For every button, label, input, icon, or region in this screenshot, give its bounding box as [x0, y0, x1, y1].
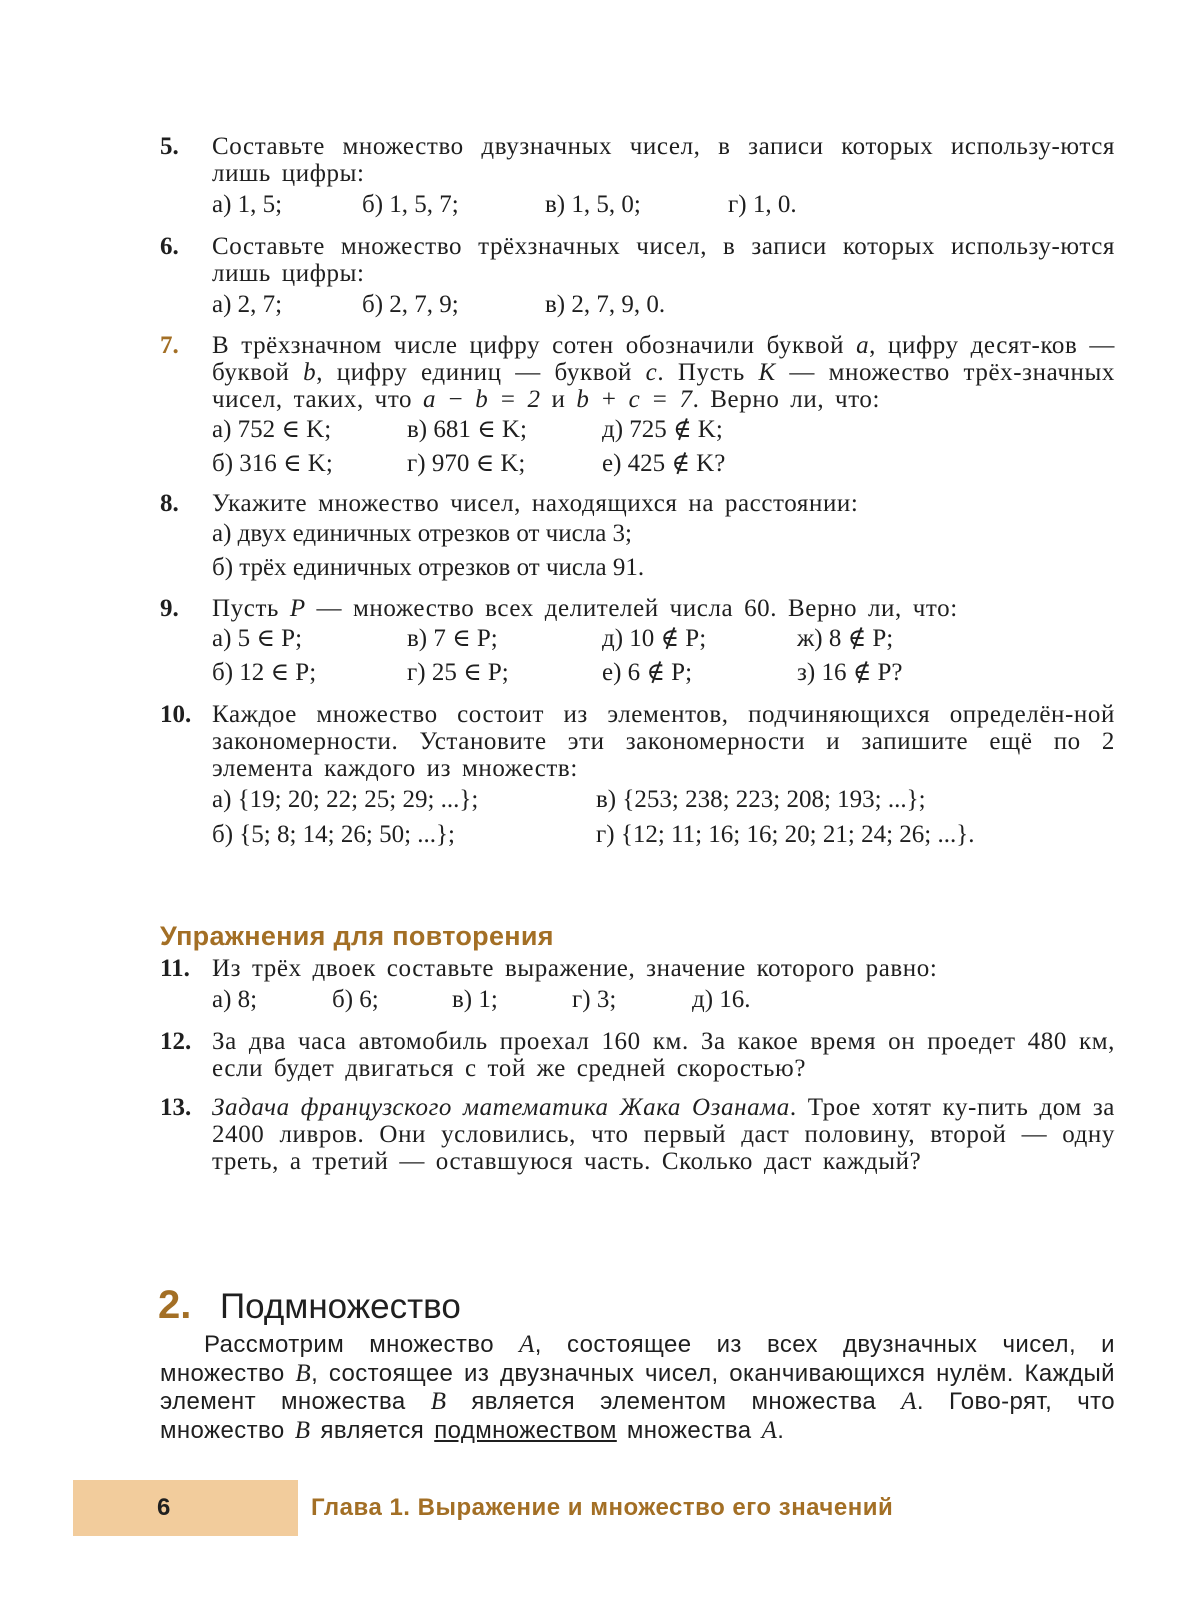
option: в) 2, 7, 9, 0.: [545, 291, 666, 318]
exercise-number: 11.: [160, 955, 190, 982]
option: а) 5 ∈ P;: [212, 625, 303, 652]
option: г) 970 ∈ K;: [407, 450, 526, 477]
exercise-number: 6.: [160, 233, 179, 260]
option: в) {253; 238; 223; 208; 193; ...};: [596, 786, 926, 813]
term-subset: подмножеством: [434, 1416, 617, 1444]
options-row: [212, 287, 1115, 322]
exercise-text: В трёхзначном числе цифру сотен обозначили буквой a, цифру десят-ков — буквой b, цифру единиц — буквой c. Пусть K — множество трёх-значных чисел, таких, что a − b = 2 и b + c = 7. Верно ли, что:: [212, 332, 1115, 413]
exercise-text: За два часа автомобиль проехал 160 км. За какое время он проедет 480 км, если будет двигаться с той же средней скоростью?: [212, 1028, 1115, 1082]
option: е) 425 ∉ K?: [602, 450, 726, 477]
option: г) 25 ∈ P;: [407, 659, 509, 686]
option: б) 2, 7, 9;: [362, 291, 459, 318]
exercise-8: [160, 490, 1115, 585]
option: б) 12 ∈ P;: [212, 659, 317, 686]
option: в) 7 ∈ P;: [407, 625, 498, 652]
chapter-title: Глава 1. Выражение и множество его значений: [311, 1494, 894, 1521]
exercise-7: [160, 332, 1115, 481]
exercise-text: Составьте множество двузначных чисел, в записи которых использу-ются лишь цифры:: [212, 133, 1115, 187]
options-row: [212, 782, 1115, 817]
exercise-text: Задача французского математика Жака Озанама. Трое хотят ку-пить дом за 2400 ливров. Они условились, что первый даст половину, второй — одну треть, а третий — оставшуюся часть. Сколько даст каждый?: [212, 1094, 1115, 1175]
option: б) 316 ∈ K;: [212, 450, 333, 477]
exercise-number: 12.: [160, 1028, 192, 1055]
options-row: [212, 982, 1115, 1017]
option: б) {5; 8; 14; 26; 50; ...};: [212, 821, 455, 848]
exercise-9: [160, 595, 1115, 690]
exercise-number: 7.: [160, 332, 179, 359]
exercise-text: Каждое множество состоит из элементов, подчиняющихся определён-ной закономерности. Установите эти закономерности и запишите ещё по 2 элемента каждого из множеств:: [212, 701, 1115, 782]
exercise-5: [160, 133, 1115, 222]
exercise-text: Пусть P — множество всех делителей числа 60. Верно ли, что:: [212, 595, 958, 622]
option: а) 1, 5;: [212, 191, 283, 218]
exercise-text: Укажите множество чисел, находящихся на расстоянии:: [212, 490, 859, 517]
list-item: а) двух единичных отрезков от числа 3;: [212, 520, 632, 547]
options-row: [212, 817, 1115, 852]
option: а) 2, 7;: [212, 291, 283, 318]
exercise-13: [160, 1094, 1115, 1175]
exercise-number: 10.: [160, 701, 192, 728]
exercise-number: 9.: [160, 595, 179, 622]
section-paragraph: Рассмотрим множество A, состоящее из всех двузначных чисел, и множество B, состоящее из двузначных чисел, оканчивающихся нулём. Каждый элемент множества B является элементом множества A. Гово-рят, что множество B является подмножеством множества A.: [160, 1331, 1116, 1444]
options-row: [212, 413, 1115, 447]
option: г) {12; 11; 16; 16; 20; 21; 24; 26; ...}.: [596, 821, 975, 848]
exercise-number: 5.: [160, 133, 179, 160]
options-row: [212, 622, 1115, 656]
review-heading: Упражнения для повторения: [160, 921, 554, 951]
exercise-10: [160, 701, 1115, 852]
option: в) 1;: [452, 986, 498, 1013]
option: з) 16 ∉ P?: [797, 659, 903, 686]
option: ж) 8 ∉ P;: [797, 625, 894, 652]
options-row: [212, 187, 1115, 222]
exercise-text: Составьте множество трёхзначных чисел, в записи которых использу-ются лишь цифры:: [212, 233, 1115, 287]
page-number: 6: [157, 1494, 171, 1521]
options-row: [212, 447, 1115, 481]
option: е) 6 ∉ P;: [602, 659, 693, 686]
exercise-11: [160, 955, 1115, 1017]
exercise-number: 13.: [160, 1094, 192, 1121]
page-number-box: [73, 1480, 298, 1536]
exercise-number: 8.: [160, 490, 179, 517]
option: д) 10 ∉ P;: [602, 625, 707, 652]
option: д) 16.: [692, 986, 751, 1013]
option: г) 3;: [572, 986, 617, 1013]
problem-title: Задача французского математика Жака Озанама: [212, 1094, 790, 1121]
section-title: Подмножество: [220, 1287, 461, 1326]
option: а) {19; 20; 22; 25; 29; ...};: [212, 786, 479, 813]
option: в) 681 ∈ K;: [407, 416, 527, 443]
option: а) 752 ∈ K;: [212, 416, 332, 443]
option: б) 6;: [332, 986, 379, 1013]
exercise-text: Из трёх двоек составьте выражение, значение которого равно:: [212, 955, 938, 982]
option: г) 1, 0.: [728, 191, 797, 218]
section-number: 2.: [158, 1283, 192, 1327]
option: в) 1, 5, 0;: [545, 191, 641, 218]
exercise-6: [160, 233, 1115, 322]
list-item: б) трёх единичных отрезков от числа 91.: [212, 554, 645, 581]
exercise-12: [160, 1028, 1115, 1082]
options-row: [212, 656, 1115, 690]
option: а) 8;: [212, 986, 258, 1013]
option: д) 725 ∉ K;: [602, 416, 723, 443]
option: б) 1, 5, 7;: [362, 191, 459, 218]
